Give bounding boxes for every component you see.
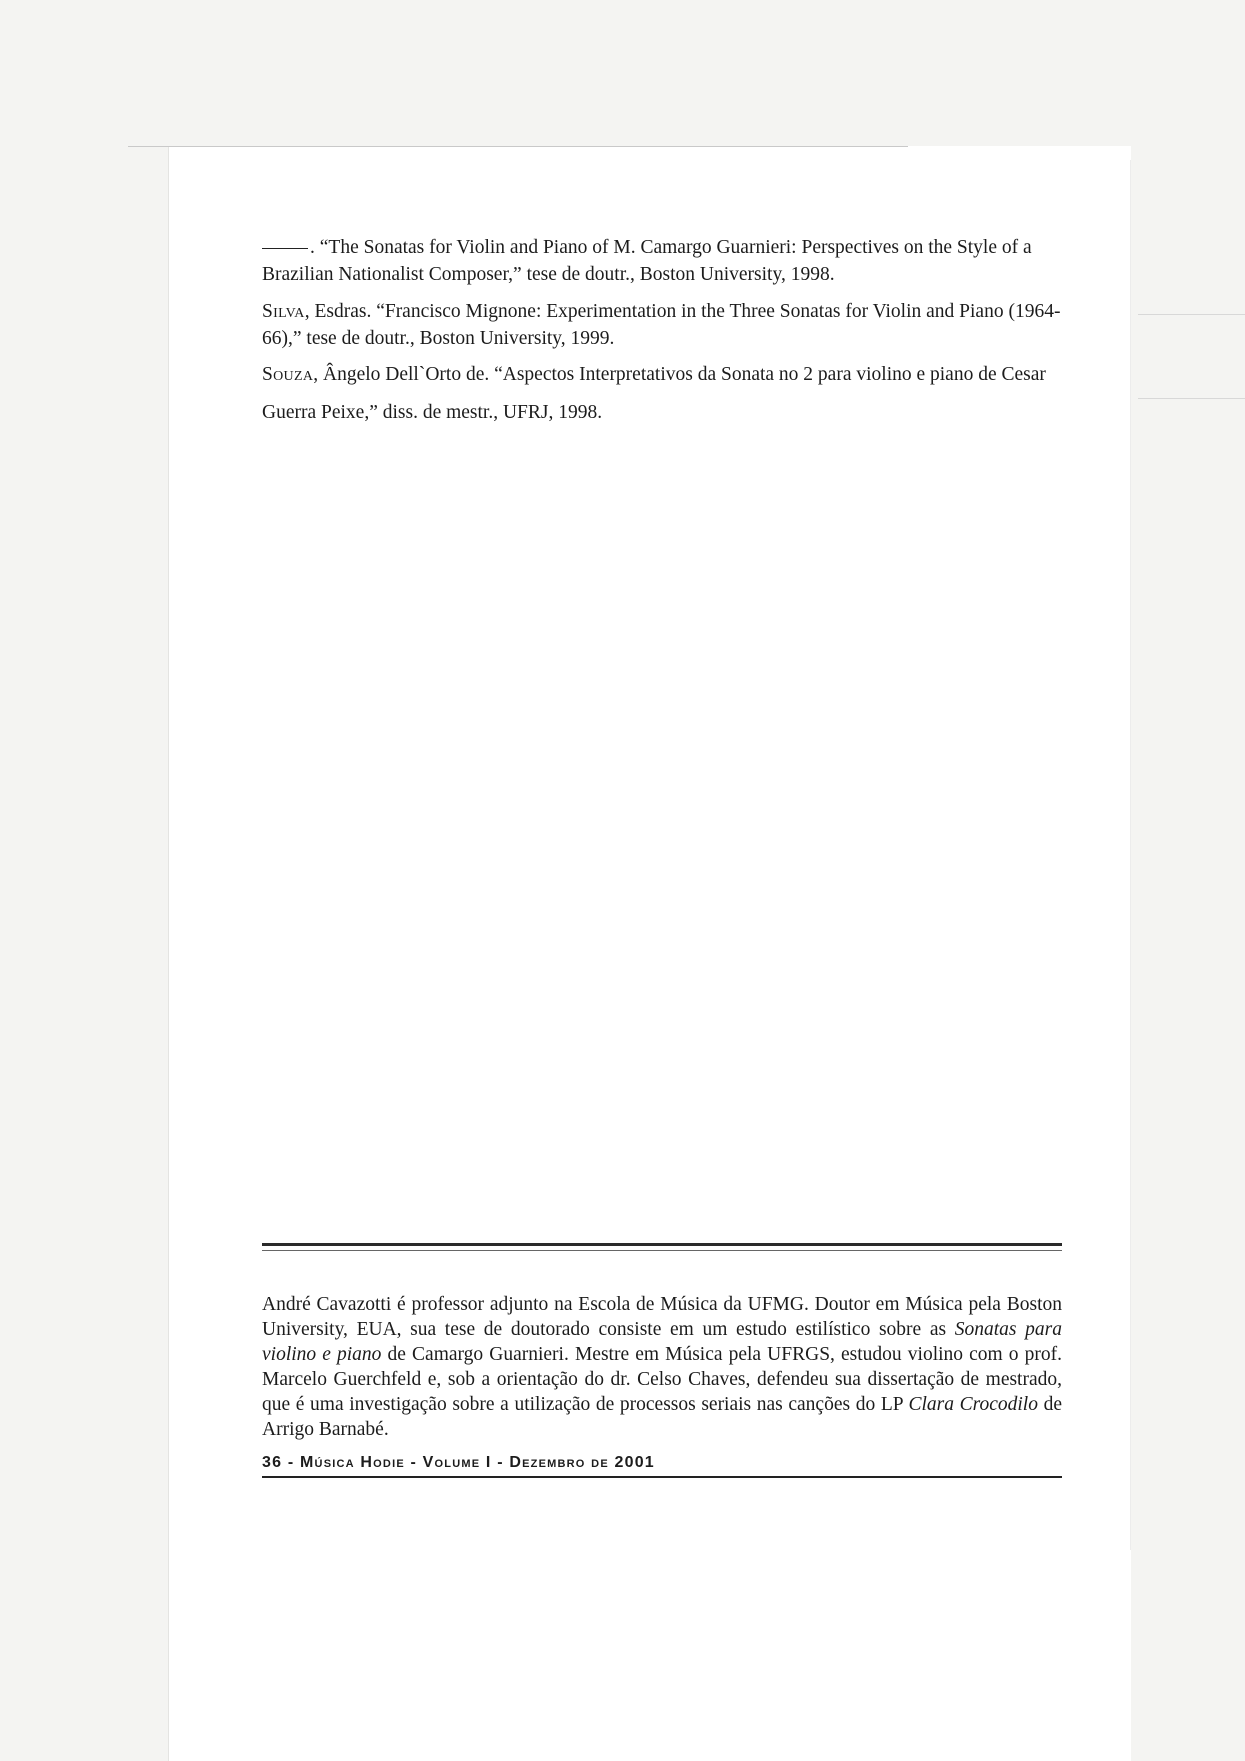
bio-title-italic: Clara Crocodilo (908, 1393, 1038, 1415)
entry-text: , Esdras. “Francisco Mignone: Experimentation in the Three Sonatas for Violin and Piano (1964-66),” tese de doutr., Boston University, 1999. (262, 301, 1061, 349)
scan-edge-top (128, 146, 908, 147)
footer-rule (262, 1476, 1062, 1478)
entry-text: . “The Sonatas for Violin and Piano of M. Camargo Guarnieri: Perspectives on the Style of a Brazilian Nationalist Composer,” tese de doutr., Boston University, 1998. (262, 237, 1032, 285)
bibliography-entry (262, 234, 1062, 288)
entry-text: , Ângelo Dell`Orto de. “Aspectos Interpretativos da Sonata no 2 para violino e piano de Cesar Guerra Peixe,” diss. de mestr., UFRJ, 1998. (262, 364, 1046, 423)
bibliography-entry (262, 298, 1062, 352)
author-bio (262, 1292, 1062, 1442)
bio-text: de Camargo Guarnieri. Mestre em Música pela UFRGS, estudou violino com o prof. Marcelo Guerchfeld e, sob a orientação do dr. Celso Chaves, defendeu sua dissertação de mestrado, que é uma investigação sobre a utilização de processos seriais nas canções do LP (262, 1343, 1063, 1415)
scan-edge-mark (1138, 398, 1245, 399)
entry-author: Souza (262, 364, 314, 385)
scan-edge-mark (1138, 314, 1245, 315)
bio-text: de Arrigo Barnabé. (262, 1393, 1063, 1440)
bio-title-italic: Sonatas para violino e piano (262, 1318, 1062, 1365)
entry-author: Silva (262, 301, 305, 322)
bibliography-entry (262, 356, 1062, 432)
section-divider-thin (262, 1250, 1062, 1251)
scan-edge-right (1130, 160, 1131, 1550)
bibliography-list (262, 234, 1062, 442)
repeat-author-dash (262, 248, 308, 249)
section-divider-thick (262, 1243, 1062, 1246)
bio-text: André Cavazotti é professor adjunto na Escola de Música da UFMG. Doutor em Música pela Boston University, EUA, sua tese de doutorado consiste em um estudo estilístico sobre as (262, 1293, 1062, 1340)
page-footer: 36 - Música Hodie - Volume I - Dezembro de 2001 (262, 1454, 655, 1471)
